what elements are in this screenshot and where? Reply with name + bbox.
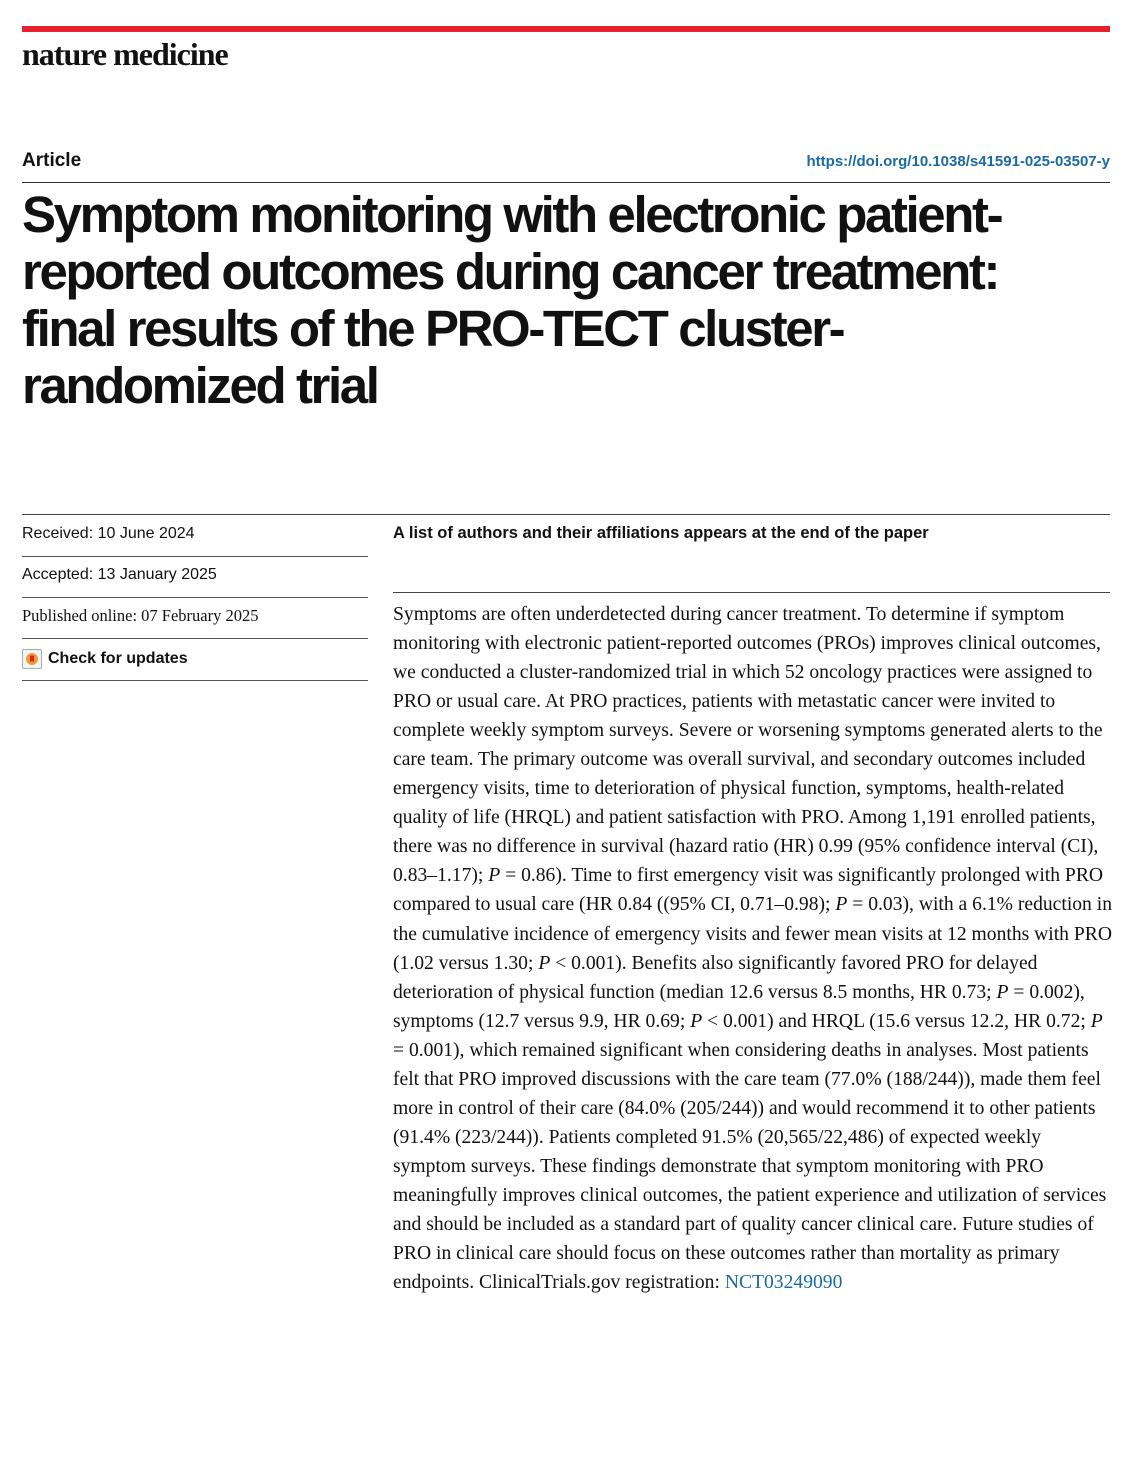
abstract-text: < 0.001) and HRQL (15.6 versus 12.2, HR 0.72;	[702, 1010, 1091, 1032]
clinical-trial-registration-link[interactable]: NCT03249090	[724, 1272, 843, 1294]
published-date: Published online: 07 February 2025	[22, 606, 259, 625]
abstract-text: = 0.002), symptoms (12.7 versus 9.9, HR 0.69;	[393, 981, 1085, 1032]
meta-rule	[22, 597, 368, 598]
check-updates-icon	[22, 649, 42, 669]
p-value-label: P	[488, 865, 501, 887]
abstract-paragraph	[393, 600, 1113, 1297]
abstract-text: < 0.001). Benefits also significantly favored PRO for delayed deterioration of physical function (median 12.6 versus 8.5 months, HR 0.73;	[393, 952, 1038, 1003]
authors-affiliations-note: A list of authors and their affiliations appears at the end of the paper	[393, 524, 929, 542]
accepted-date: Accepted: 13 January 2025	[22, 566, 217, 583]
received-date: Received: 10 June 2024	[22, 525, 195, 542]
meta-rule	[22, 680, 368, 681]
journal-logo[interactable]: nature medicine	[22, 36, 228, 72]
header-divider	[22, 182, 1110, 183]
abstract-divider	[393, 592, 1110, 593]
p-value-label: P	[690, 1010, 703, 1032]
article-type-label: Article	[22, 150, 82, 171]
abstract-text: = 0.001), which remained significant when considering deaths in analyses. Most patients felt that PRO improved discussions with the care team (77.0% (188/244)), made them feel more in control of their care (84.0% (205/244)) and would recommend it to other patients (91.4% (223/244)). Patients completed 91.5% (20,565/22,486) of expected weekly symptom surveys. These findings demonstrate that symptom monitoring with PRO meaningfully improves clinical outcomes, the patient experience and utilization of services and should be included as a standard part of quality cancer clinical care. Future studies of PRO in clinical care should focus on these outcomes rather than mortality as primary endpoints. ClinicalTrials.gov registration:	[393, 1039, 1107, 1294]
article-title: Symptom monitoring with electronic patient-reported outcomes during cancer treatment: final results of the PRO-TECT cluster-randomized trial	[22, 186, 1002, 414]
doi-link[interactable]: https://doi.org/10.1038/s41591-025-03507-y	[806, 153, 1110, 170]
p-value-label: P	[835, 894, 848, 916]
p-value-label: P	[538, 952, 551, 974]
journal-accent-bar	[22, 26, 1110, 32]
meta-rule	[22, 556, 368, 557]
abstract-text: = 0.86). Time to first emergency visit was significantly prolonged with PRO compared to usual care (HR 0.84 ((95% CI, 0.71–0.98);	[393, 865, 1104, 916]
check-for-updates-button[interactable]	[22, 649, 188, 669]
p-value-label: P	[1090, 1010, 1103, 1032]
meta-rule	[22, 638, 368, 639]
check-updates-label: Check for updates	[48, 650, 188, 667]
abstract-text: = 0.03), with a 6.1% reduction in the cumulative incidence of emergency visits and fewer mean visits at 12 months with PRO (1.02 versus 1.30;	[393, 894, 1112, 974]
meta-divider	[22, 514, 1110, 515]
abstract-text: Symptoms are often underdetected during cancer treatment. To determine if symptom monitoring with electronic patient-reported outcomes (PROs) improves clinical outcomes, we conducted a cluster-randomized trial in which 52 oncology practices were assigned to PRO or usual care. At PRO practices, patients with metastatic cancer were invited to complete weekly symptom surveys. Severe or worsening symptoms generated alerts to the care team. The primary outcome was overall survival, and secondary outcomes included emergency visits, time to deterioration of physical function, symptoms, health-related quality of life (HRQL) and patient satisfaction with PRO. Among 1,191 enrolled patients, there was no difference in survival (hazard ratio (HR) 0.99 (95% confidence interval (CI), 0.83–1.17);	[393, 604, 1103, 887]
p-value-label: P	[996, 981, 1009, 1003]
